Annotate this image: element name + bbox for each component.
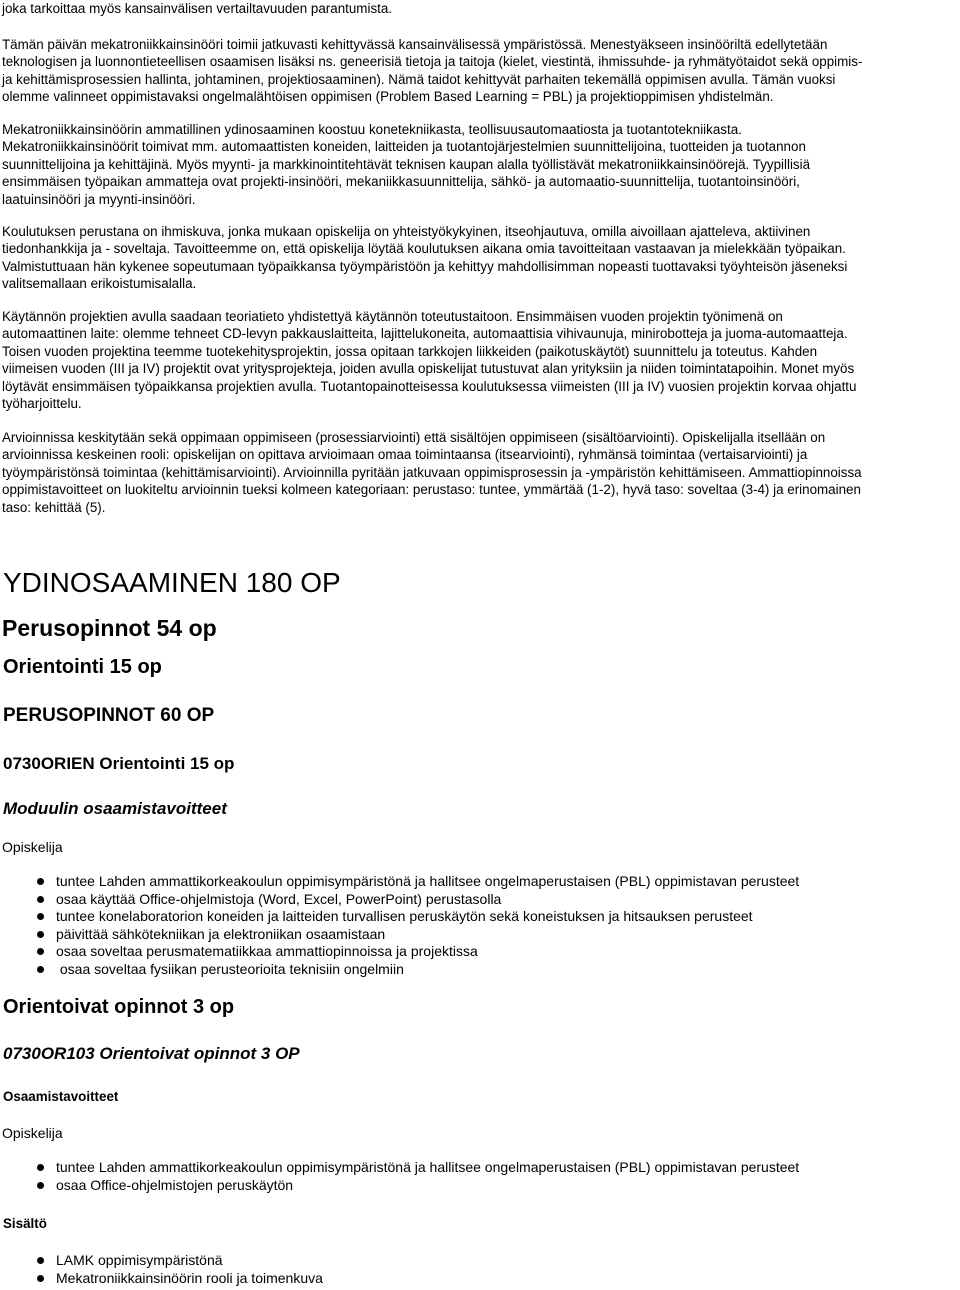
paragraph-line: Tämän päivän mekatroniikkainsinööri toimii jatkuvasti kehittyvässä kansainvälisessä ympäristössä. Menestyäkseen insinööriltä edellytetään: [2, 37, 828, 52]
paragraph-core-competence: [0, 121, 820, 208]
heading-orientoivat: Orientoivat opinnot 3 op: [3, 996, 235, 1018]
paragraph-line: viimeisen vuoden (III ja IV) projektit ovat yritysprojekteja, joiden avulla opiskelijat tutustuvat alan yrityksiin ja niiden toimintatapoihin. Monet myös: [2, 361, 855, 377]
label-opiskelija: Opiskelija: [2, 1125, 63, 1141]
paragraph-line: olemme valinneet oppimistavaksi ongelmalähtöisen oppimisen (Problem Based Learning = PBL) ja projektioppimisen yhdistelmän.: [2, 89, 774, 105]
list-item: LAMK oppimisympäristönä: [0, 1252, 960, 1270]
heading-perusopinnot: Perusopinnot 54 op: [2, 615, 217, 641]
list-item: osaa Office-ohjelmistojen peruskäytön: [0, 1177, 960, 1195]
paragraph-line: löytävät ensimmäisen työpaikkansa projektien avulla. Tuotantopainotteisessa koulutuksessa viimeisten (III ja IV) vuosien projektin korvaa ohjattu: [2, 378, 857, 394]
paragraph-line: Toisen vuoden projektina teemme tuotekehitysprojektin, jossa opitaan tarkkojen liikkeiden (paikotuskäytöt) suunnittelu ja toteutus. Kahden: [2, 343, 818, 359]
heading-osaamistavoitteet: Osaamistavoitteet: [3, 1089, 119, 1104]
intro-tail-text: joka tarkoittaa myös kansainvälisen vertailtavuuden parantumista.: [2, 1, 393, 16]
list-item: osaa käyttää Office-ohjelmistoja (Word, Excel, PowerPoint) perustasolla: [0, 891, 960, 909]
heading-sisalto: Sisältö: [3, 1216, 47, 1231]
paragraph-line: suunnittelijoina ja kehittäjinä. Myös myynti- ja markkinointitehtävät teknisen kaupan alalla työllistävät mekatroniikkainsinöörejä. Tyypillisiä: [2, 156, 811, 172]
objectives-list-or103: [0, 1159, 960, 1194]
list-item: osaa soveltaa fysiikan perusteorioita teknisiin ongelmiin: [0, 961, 960, 979]
heading-or103: 0730OR103 Orientoivat opinnot 3 OP: [3, 1044, 300, 1063]
objectives-list-orientointi: [0, 873, 960, 978]
list-item: osaa soveltaa perusmatematiikkaa ammattiopinnoissa ja projektissa: [0, 943, 960, 961]
paragraph-line: työympäristönsä toimintaa (kehittämisarviointi). Arvioinnilla pyritään jatkuvaan oppimisprosessin ja -ympäristön kehittämiseen. Ammattiopinnoissa: [2, 464, 862, 480]
paragraph-line: Mekatroniikkainsinöörin ammatillinen ydinosaaminen koostuu konetekniikasta, teollisuusautomaatiosta ja tuotantotekniikasta.: [2, 122, 742, 137]
paragraph-line: teknologisen ja luonnontieteellisen osaamisen lisäksi ns. geneerisiä tietoja ja taitoja (kielet, viestintä, ihmissuhde- ja ryhmätyötaidot sekä oppimis-: [2, 54, 863, 70]
paragraph-line: Mekatroniikkainsinöörit toimivat mm. automaattisten koneiden, laitteiden ja tuotantojärjestelmien suunnittelijoina, tuotteiden ja tuotannon: [2, 139, 806, 155]
paragraph-line: Valmistuttuaan hän kykenee sopeutumaan työpaikkansa työympäristöön ja kehittyy mahdollisimman nopeasti tuottavaksi työyhteisön jäseneksi: [2, 258, 848, 274]
label-opiskelija: Opiskelija: [2, 839, 63, 855]
paragraph-line: automaattinen laite: olemme tehneet CD-levyn pakkauslaitteita, lajittelukoneita, automaattisia vihivaunuja, minirobotteja ja juoma-automaatteja.: [2, 326, 848, 342]
paragraph-line: laatuinsinööri ja myynti-insinööri.: [2, 191, 196, 207]
paragraph-assessment: [0, 429, 872, 516]
paragraph-line: valitsemallaan erikoistumisalalla.: [2, 276, 197, 292]
paragraph-line: oppimistavoitteet on luokiteltu arvioinnin tueksi kolmeen kategoriaan: perustaso: tuntee, ymmärtää (1-2), hyvä taso: soveltaa (3-4) ja erinomainen: [2, 482, 861, 498]
paragraph-line: arvioinnissa keskeinen rooli: opiskelijan on opittava arvioimaan omaa toimintaansa (itsearviointi), ryhmänsä toimintaa (vertaisarviointi) ja: [2, 447, 808, 463]
heading-ydinosaaminen: YDINOSAAMINEN 180 OP: [3, 567, 341, 598]
heading-orientointi: Orientointi 15 op: [3, 656, 162, 678]
list-item: tuntee Lahden ammattikorkeakoulun oppimisympäristönä ja hallitsee ongelmaperustaisen (PBL) oppimistavan perusteet: [0, 873, 960, 891]
paragraph-line: ja kehittämisprosessien hallinta, johtaminen, projektiosaaminen). Nämä taidot kehittyvät parhaiten tekemällä oppimisen avulla. Tämän vuoksi: [2, 71, 836, 87]
content-list-or103: [0, 1252, 960, 1287]
paragraph-line: Koulutuksen perustana on ihmiskuva, jonka mukaan opiskelija on yhteistyökykyinen, itseohjautuva, omilla aivoillaan ajatteleva, aktiivinen: [2, 224, 811, 239]
paragraph-international-environment: [0, 36, 872, 106]
paragraph-line: ensimmäisen työpaikan ammatteja ovat projekti-insinööri, mekaniikkasuunnittelija, sähkö- ja automaatio-suunnittelija, tuotantoinsinööri,: [2, 174, 800, 190]
paragraph-projects: [0, 308, 866, 412]
paragraph-human-view: [0, 223, 857, 293]
heading-orien-code: 0730ORIEN Orientointi 15 op: [3, 754, 235, 773]
paragraph-line: Arvioinnissa keskitytään sekä oppimaan oppimiseen (prosessiarviointi) että sisältöjen oppimiseen (sisältöarviointi). Opiskelijalla itsellään on: [2, 430, 826, 445]
heading-module-objectives: Moduulin osaamistavoitteet: [3, 799, 227, 818]
paragraph-line: Käytännön projektien avulla saadaan teoriatieto yhdistettyä käytännön toteutustaitoon. Ensimmäisen vuoden projektin työnimenä on: [2, 309, 783, 324]
paragraph-line: tiedonhankkija ja - soveltaja. Tavoitteemme on, että opiskelija löytää koulutuksen aikana omia tavoitteitaan vastaavan ja mielekkään työpaikan.: [2, 241, 846, 257]
heading-perusopinnot-caps: PERUSOPINNOT 60 OP: [3, 705, 215, 726]
list-item: tuntee konelaboratorion koneiden ja laitteiden turvallisen peruskäytön sekä koneistuksen ja hitsauksen perusteet: [0, 908, 960, 926]
list-item: päivittää sähkötekniikan ja elektroniikan osaamistaan: [0, 926, 960, 944]
list-item: tuntee Lahden ammattikorkeakoulun oppimisympäristönä ja hallitsee ongelmaperustaisen (PBL) oppimistavan perusteet: [0, 1159, 960, 1177]
list-item: Mekatroniikkainsinöörin rooli ja toimenkuva: [0, 1270, 960, 1288]
paragraph-line: taso: kehittää (5).: [2, 499, 106, 515]
paragraph-line: työharjoittelu.: [2, 396, 82, 412]
